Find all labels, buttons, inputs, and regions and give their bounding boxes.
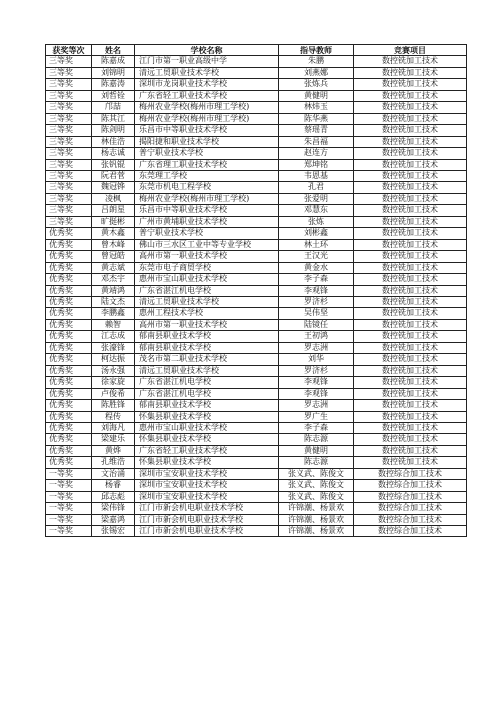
- cell-name: 杨志诚: [92, 148, 135, 159]
- table-row: [46, 400, 467, 411]
- table-row: [46, 468, 467, 479]
- cell-event: 数控铣加工技术: [354, 205, 467, 216]
- cell-school: 高州市第一职业技术学校: [135, 319, 279, 330]
- cell-teacher: 张义武、陈俊文: [279, 480, 354, 491]
- cell-school: 江门市新会机电职业技术学校: [135, 526, 279, 537]
- cell-school: 江门市第一职业高级中学: [135, 56, 279, 67]
- cell-award-level: 三等奖: [46, 136, 92, 147]
- cell-school: 清远工贸职业技术学校: [135, 365, 279, 376]
- cell-name: 旷挺彬: [92, 216, 135, 227]
- cell-teacher: 蔡瑶青: [279, 125, 354, 136]
- cell-teacher: 孔君: [279, 182, 354, 193]
- table-row: [46, 193, 467, 204]
- header-name: 姓名: [92, 45, 135, 56]
- table-row: [46, 514, 467, 525]
- cell-school: 普宁职业技术学校: [135, 148, 279, 159]
- cell-name: 张钒锟: [92, 159, 135, 170]
- cell-school: 梅州农业学校(梅州市理工学校): [135, 113, 279, 124]
- cell-school: 清远工贸职业技术学校: [135, 296, 279, 307]
- cell-award-level: 三等奖: [46, 67, 92, 78]
- cell-award-level: 优秀奖: [46, 445, 92, 456]
- cell-school: 怀集县职业技术学校: [135, 434, 279, 445]
- cell-name: 梁嘉鸿: [92, 514, 135, 525]
- table-row: [46, 262, 467, 273]
- cell-school: 惠州工程技术学校: [135, 308, 279, 319]
- cell-teacher: 李子森: [279, 422, 354, 433]
- cell-teacher: 罗广生: [279, 411, 354, 422]
- cell-award-level: 优秀奖: [46, 342, 92, 353]
- table-row: [46, 182, 467, 193]
- cell-event: 数控铣加工技术: [354, 400, 467, 411]
- cell-school: 惠州市宝山职业技术学校: [135, 422, 279, 433]
- cell-award-level: 一等奖: [46, 468, 92, 479]
- cell-event: 数控铣加工技术: [354, 193, 467, 204]
- table-row: [46, 228, 467, 239]
- cell-event: 数控铣加工技术: [354, 319, 467, 330]
- table-row: [46, 67, 467, 78]
- cell-event: 数控铣加工技术: [354, 159, 467, 170]
- cell-event: 数控综合加工技术: [354, 480, 467, 491]
- cell-school: 江门市新会机电职业技术学校: [135, 503, 279, 514]
- cell-award-level: 三等奖: [46, 102, 92, 113]
- cell-award-level: 三等奖: [46, 170, 92, 181]
- cell-award-level: 优秀奖: [46, 354, 92, 365]
- table-row: [46, 377, 467, 388]
- table-row: [46, 148, 467, 159]
- table-row: [46, 411, 467, 422]
- cell-award-level: 优秀奖: [46, 308, 92, 319]
- cell-award-level: 一等奖: [46, 514, 92, 525]
- cell-event: 数控铣加工技术: [354, 274, 467, 285]
- cell-teacher: 罗济杉: [279, 365, 354, 376]
- cell-teacher: 张爱明: [279, 193, 354, 204]
- cell-school: 惠州市宝山职业技术学校: [135, 274, 279, 285]
- header-school: 学校名称: [135, 45, 279, 56]
- cell-award-level: 优秀奖: [46, 365, 92, 376]
- cell-award-level: 三等奖: [46, 159, 92, 170]
- table-row: [46, 445, 467, 456]
- cell-award-level: 三等奖: [46, 205, 92, 216]
- table-row: [46, 422, 467, 433]
- cell-award-level: 三等奖: [46, 182, 92, 193]
- cell-teacher: 陈华燕: [279, 113, 354, 124]
- cell-teacher: 李观锋: [279, 285, 354, 296]
- table-row: [46, 113, 467, 124]
- cell-teacher: 黄金水: [279, 262, 354, 273]
- cell-event: 数控铣加工技术: [354, 296, 467, 307]
- cell-teacher: 郑坤铭: [279, 159, 354, 170]
- cell-event: 数控铣加工技术: [354, 67, 467, 78]
- cell-school: 深圳市宝安职业技术学校: [135, 480, 279, 491]
- cell-award-level: 三等奖: [46, 56, 92, 67]
- cell-name: 徐家旋: [92, 377, 135, 388]
- cell-award-level: 优秀奖: [46, 285, 92, 296]
- cell-teacher: 刘燕娜: [279, 67, 354, 78]
- cell-school: 广东省湛江机电学校: [135, 377, 279, 388]
- cell-name: 刘海凡: [92, 422, 135, 433]
- cell-school: 广东省轻工职业技术学校: [135, 90, 279, 101]
- cell-event: 数控铣加工技术: [354, 365, 467, 376]
- cell-name: 江志成: [92, 331, 135, 342]
- cell-event: 数控铣加工技术: [354, 285, 467, 296]
- cell-school: 东莞市电子商贸学校: [135, 262, 279, 273]
- cell-school: 东莞理工学校: [135, 170, 279, 181]
- cell-name: 刘哲铨: [92, 90, 135, 101]
- table-row: [46, 296, 467, 307]
- cell-name: 邓杰宇: [92, 274, 135, 285]
- cell-teacher: 罗志洲: [279, 400, 354, 411]
- table-row: [46, 136, 467, 147]
- cell-teacher: 林炜玉: [279, 102, 354, 113]
- cell-school: 郁南县职业技术学校: [135, 331, 279, 342]
- cell-name: 黄靖鸿: [92, 285, 135, 296]
- cell-school: 郁南县职业技术学校: [135, 400, 279, 411]
- cell-name: 陆文杰: [92, 296, 135, 307]
- cell-teacher: 李观锋: [279, 377, 354, 388]
- cell-school: 佛山市三水区工业中等专业学校: [135, 239, 279, 250]
- cell-award-level: 一等奖: [46, 491, 92, 502]
- cell-teacher: 张炼: [279, 216, 354, 227]
- cell-award-level: 优秀奖: [46, 331, 92, 342]
- cell-school: 乐昌市中等职业技术学校: [135, 125, 279, 136]
- cell-school: 广东省理工职业技术学校: [135, 159, 279, 170]
- cell-event: 数控铣加工技术: [354, 354, 467, 365]
- cell-event: 数控铣加工技术: [354, 102, 467, 113]
- cell-school: 广东省湛江机电学校: [135, 388, 279, 399]
- cell-event: 数控铣加工技术: [354, 445, 467, 456]
- cell-school: 东莞市机电工程学校: [135, 182, 279, 193]
- cell-teacher: 罗志洲: [279, 342, 354, 353]
- cell-teacher: 陆镜任: [279, 319, 354, 330]
- table-row: [46, 102, 467, 113]
- cell-event: 数控综合加工技术: [354, 526, 467, 537]
- cell-teacher: 张义武、陈俊文: [279, 491, 354, 502]
- cell-event: 数控综合加工技术: [354, 468, 467, 479]
- cell-teacher: 黄健明: [279, 90, 354, 101]
- cell-school: 江门市新会机电职业技术学校: [135, 514, 279, 525]
- cell-teacher: 张义武、陈俊文: [279, 468, 354, 479]
- cell-event: 数控铣加工技术: [354, 422, 467, 433]
- cell-school: 高州市第一职业技术学校: [135, 251, 279, 262]
- cell-event: 数控铣加工技术: [354, 262, 467, 273]
- cell-name: 柯达振: [92, 354, 135, 365]
- table-row: [46, 480, 467, 491]
- table-row: [46, 159, 467, 170]
- cell-event: 数控铣加工技术: [354, 56, 467, 67]
- cell-teacher: 李观锋: [279, 388, 354, 399]
- cell-name: 陈其江: [92, 113, 135, 124]
- cell-name: 黄木鑫: [92, 228, 135, 239]
- cell-award-level: 一等奖: [46, 526, 92, 537]
- cell-name: 张濠锋: [92, 342, 135, 353]
- cell-award-level: 优秀奖: [46, 228, 92, 239]
- cell-teacher: 朱鹏: [279, 56, 354, 67]
- table-row: [46, 365, 467, 376]
- table-row: [46, 319, 467, 330]
- cell-teacher: 张炼兵: [279, 79, 354, 90]
- cell-award-level: 优秀奖: [46, 251, 92, 262]
- cell-name: 程传: [92, 411, 135, 422]
- cell-name: 张锡宏: [92, 526, 135, 537]
- cell-name: 魏冠铧: [92, 182, 135, 193]
- table-row: [46, 90, 467, 101]
- table-row: [46, 434, 467, 445]
- table-row: [46, 274, 467, 285]
- cell-school: 深圳市宝安职业技术学校: [135, 491, 279, 502]
- cell-award-level: 优秀奖: [46, 296, 92, 307]
- cell-event: 数控铣加工技术: [354, 113, 467, 124]
- cell-event: 数控综合加工技术: [354, 514, 467, 525]
- cell-school: 揭阳捷和职业技术学校: [135, 136, 279, 147]
- cell-award-level: 优秀奖: [46, 400, 92, 411]
- cell-school: 怀集县职业技术学校: [135, 411, 279, 422]
- cell-teacher: 许锦潮、杨景欢: [279, 514, 354, 525]
- cell-award-level: 一等奖: [46, 480, 92, 491]
- cell-name: 杨睿: [92, 480, 135, 491]
- cell-name: 陈剑明: [92, 125, 135, 136]
- cell-award-level: 三等奖: [46, 90, 92, 101]
- cell-school: 广东省湛江机电学校: [135, 285, 279, 296]
- cell-event: 数控铣加工技术: [354, 251, 467, 262]
- cell-award-level: 优秀奖: [46, 377, 92, 388]
- cell-name: 梁建乐: [92, 434, 135, 445]
- cell-school: 郁南县职业技术学校: [135, 342, 279, 353]
- cell-name: 李鹏鑫: [92, 308, 135, 319]
- cell-name: 林佳浩: [92, 136, 135, 147]
- cell-event: 数控铣加工技术: [354, 182, 467, 193]
- cell-name: 阮君菅: [92, 170, 135, 181]
- cell-award-level: 优秀奖: [46, 262, 92, 273]
- cell-name: 邱志彪: [92, 491, 135, 502]
- table-row: [46, 79, 467, 90]
- cell-event: 数控铣加工技术: [354, 170, 467, 181]
- header-event: 竞赛项目: [354, 45, 467, 56]
- cell-award-level: 三等奖: [46, 79, 92, 90]
- cell-school: 广州市黄埔职业技术学校: [135, 216, 279, 227]
- award-table: [45, 44, 467, 537]
- cell-teacher: 林土环: [279, 239, 354, 250]
- cell-event: 数控铣加工技术: [354, 342, 467, 353]
- cell-name: 曾冠皓: [92, 251, 135, 262]
- cell-teacher: 吴伟坚: [279, 308, 354, 319]
- table-row: [46, 205, 467, 216]
- cell-school: 怀集县职业技术学校: [135, 457, 279, 468]
- cell-teacher: 许锦潮、杨景欢: [279, 503, 354, 514]
- cell-school: 梅州农业学校(梅州市理工学校): [135, 193, 279, 204]
- table-row: [46, 239, 467, 250]
- cell-teacher: 罗济杉: [279, 296, 354, 307]
- cell-name: 黄烨: [92, 445, 135, 456]
- cell-award-level: 三等奖: [46, 125, 92, 136]
- cell-name: 汤永强: [92, 365, 135, 376]
- cell-teacher: 刘华: [279, 354, 354, 365]
- cell-event: 数控铣加工技术: [354, 308, 467, 319]
- table-row: [46, 354, 467, 365]
- cell-award-level: 三等奖: [46, 148, 92, 159]
- cell-teacher: 邓慧东: [279, 205, 354, 216]
- cell-event: 数控综合加工技术: [354, 503, 467, 514]
- cell-teacher: 刘彬鑫: [279, 228, 354, 239]
- cell-teacher: 朱昌福: [279, 136, 354, 147]
- cell-teacher: 赵连方: [279, 148, 354, 159]
- cell-name: 陈嘉成: [92, 56, 135, 67]
- cell-award-level: 优秀奖: [46, 422, 92, 433]
- cell-school: 清远工贸职业技术学校: [135, 67, 279, 78]
- cell-school: 广东省轻工职业技术学校: [135, 445, 279, 456]
- cell-award-level: 三等奖: [46, 113, 92, 124]
- table-row: [46, 388, 467, 399]
- cell-award-level: 优秀奖: [46, 411, 92, 422]
- cell-award-level: 优秀奖: [46, 239, 92, 250]
- table-row: [46, 125, 467, 136]
- cell-name: 赖智: [92, 319, 135, 330]
- cell-award-level: 优秀奖: [46, 434, 92, 445]
- table-row: [46, 308, 467, 319]
- cell-teacher: 王初鸿: [279, 331, 354, 342]
- table-row: [46, 491, 467, 502]
- cell-school: 深圳市宝安职业技术学校: [135, 468, 279, 479]
- cell-award-level: 优秀奖: [46, 274, 92, 285]
- cell-teacher: 许锦潮、杨景欢: [279, 526, 354, 537]
- cell-event: 数控铣加工技术: [354, 79, 467, 90]
- cell-name: 曾木峰: [92, 239, 135, 250]
- cell-award-level: 三等奖: [46, 216, 92, 227]
- table-row: [46, 526, 467, 537]
- cell-award-level: 一等奖: [46, 503, 92, 514]
- cell-event: 数控铣加工技术: [354, 457, 467, 468]
- table-row: [46, 342, 467, 353]
- cell-event: 数控铣加工技术: [354, 125, 467, 136]
- cell-school: 乐昌市中等职业技术学校: [135, 205, 279, 216]
- cell-event: 数控铣加工技术: [354, 239, 467, 250]
- cell-event: 数控铣加工技术: [354, 377, 467, 388]
- cell-name: 黄志斌: [92, 262, 135, 273]
- cell-event: 数控铣加工技术: [354, 216, 467, 227]
- table-row: [46, 56, 467, 67]
- cell-award-level: 优秀奖: [46, 388, 92, 399]
- cell-teacher: 陈志源: [279, 457, 354, 468]
- header-teacher: 指导教师: [279, 45, 354, 56]
- cell-event: 数控铣加工技术: [354, 434, 467, 445]
- cell-school: 普宁职业技术学校: [135, 228, 279, 239]
- cell-award-level: 优秀奖: [46, 319, 92, 330]
- cell-name: 文治涌: [92, 468, 135, 479]
- cell-name: 凌枫: [92, 193, 135, 204]
- cell-name: 刘锦明: [92, 67, 135, 78]
- cell-event: 数控铣加工技术: [354, 388, 467, 399]
- cell-event: 数控铣加工技术: [354, 90, 467, 101]
- cell-event: 数控铣加工技术: [354, 411, 467, 422]
- table-row: [46, 285, 467, 296]
- cell-event: 数控铣加工技术: [354, 228, 467, 239]
- cell-name: 陈嘉涛: [92, 79, 135, 90]
- cell-name: 邝喆: [92, 102, 135, 113]
- table-row: [46, 457, 467, 468]
- cell-name: 卢俊希: [92, 388, 135, 399]
- table-row: [46, 503, 467, 514]
- cell-teacher: 陈志源: [279, 434, 354, 445]
- cell-school: 茂名市第二职业技术学校: [135, 354, 279, 365]
- cell-event: 数控铣加工技术: [354, 148, 467, 159]
- cell-name: 吕朗星: [92, 205, 135, 216]
- cell-event: 数控综合加工技术: [354, 491, 467, 502]
- cell-teacher: 韦恩基: [279, 170, 354, 181]
- cell-name: 梁伟锋: [92, 503, 135, 514]
- table-row: [46, 216, 467, 227]
- cell-award-level: 三等奖: [46, 193, 92, 204]
- table-row: [46, 170, 467, 181]
- cell-event: 数控铣加工技术: [354, 136, 467, 147]
- header-award-level: 获奖等次: [46, 45, 92, 56]
- cell-teacher: 李子森: [279, 274, 354, 285]
- cell-award-level: 优秀奖: [46, 457, 92, 468]
- header-row: [46, 45, 467, 56]
- cell-name: 陈胜锋: [92, 400, 135, 411]
- cell-school: 深圳市龙岗职业技术学校: [135, 79, 279, 90]
- cell-teacher: 黄健明: [279, 445, 354, 456]
- cell-name: 孔维浩: [92, 457, 135, 468]
- cell-teacher: 王汉光: [279, 251, 354, 262]
- table-row: [46, 251, 467, 262]
- table-row: [46, 331, 467, 342]
- cell-event: 数控铣加工技术: [354, 331, 467, 342]
- cell-school: 梅州农业学校(梅州市理工学校): [135, 102, 279, 113]
